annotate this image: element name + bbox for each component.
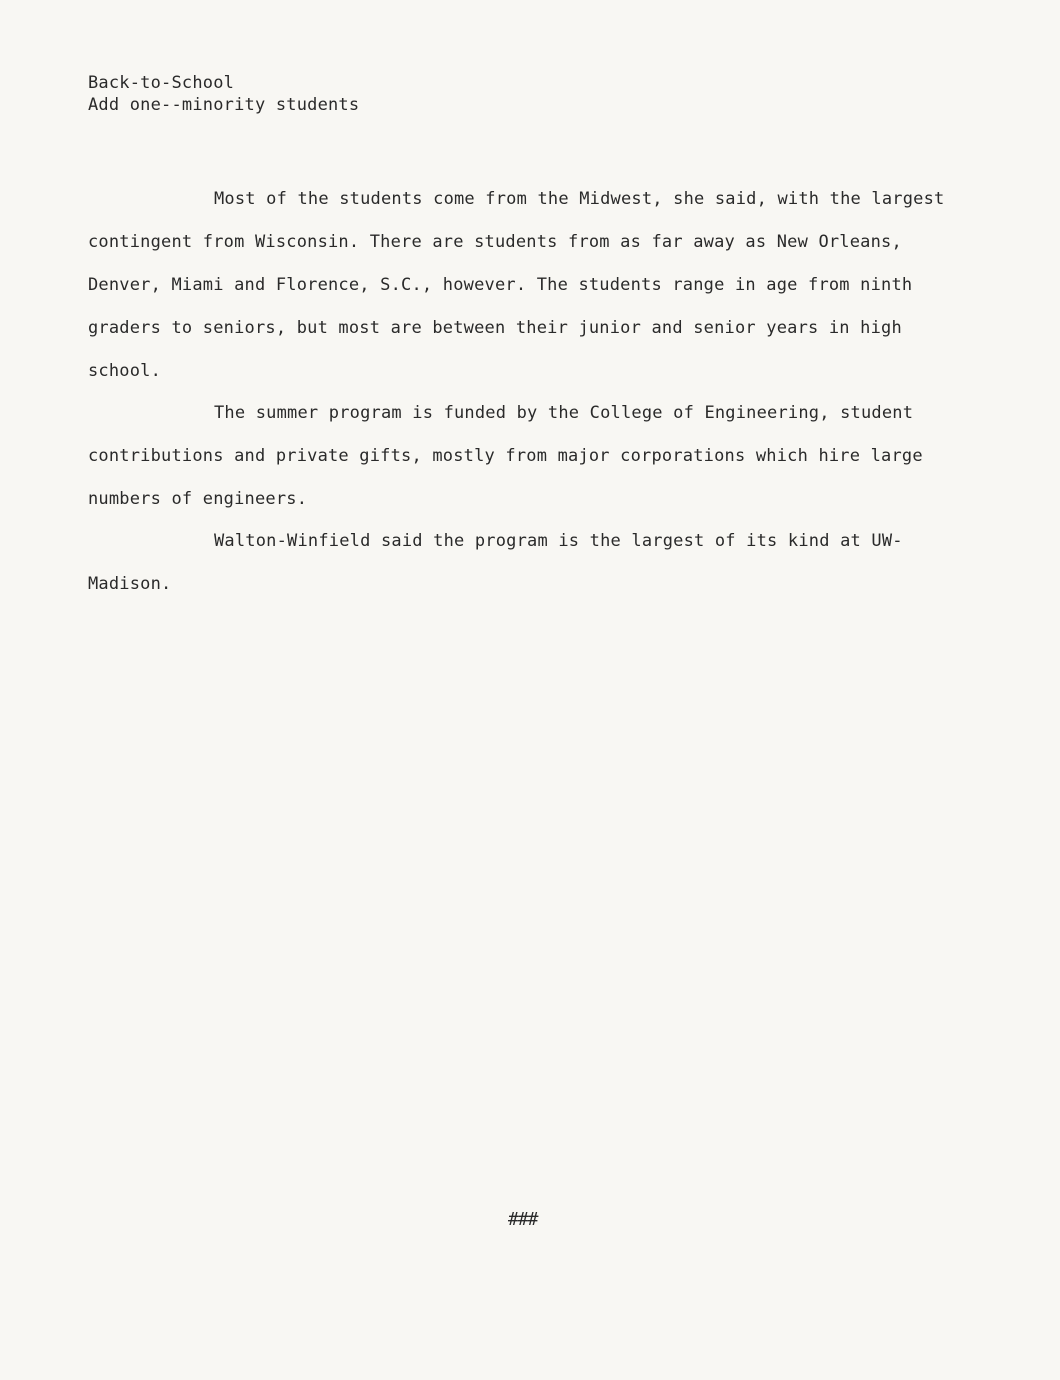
- body-line: contributions and private gifts, mostly from major corporations which hire large: [88, 446, 923, 466]
- body-line: The summer program is funded by the College of Engineering, student: [214, 403, 914, 423]
- slug-header: [88, 72, 359, 116]
- body-line: contingent from Wisconsin. There are students from as far away as New Orleans,: [88, 232, 902, 252]
- body-line: numbers of engineers.: [88, 489, 308, 509]
- body-line: graders to seniors, but most are between their junior and senior years in high: [88, 318, 902, 338]
- body-line: Most of the students come from the Midwest, she said, with the largest: [214, 189, 945, 209]
- body-line: school.: [88, 361, 162, 381]
- slug-title: Back-to-School: [88, 73, 235, 93]
- body-line: Walton-Winfield said the program is the largest of its kind at UW-: [214, 531, 903, 551]
- slug-subtitle: Add one--minority students: [88, 95, 360, 115]
- end-mark: ###: [508, 1209, 538, 1230]
- body-line: Madison.: [88, 574, 172, 594]
- body-line: Denver, Miami and Florence, S.C., however. The students range in age from ninth: [88, 275, 913, 295]
